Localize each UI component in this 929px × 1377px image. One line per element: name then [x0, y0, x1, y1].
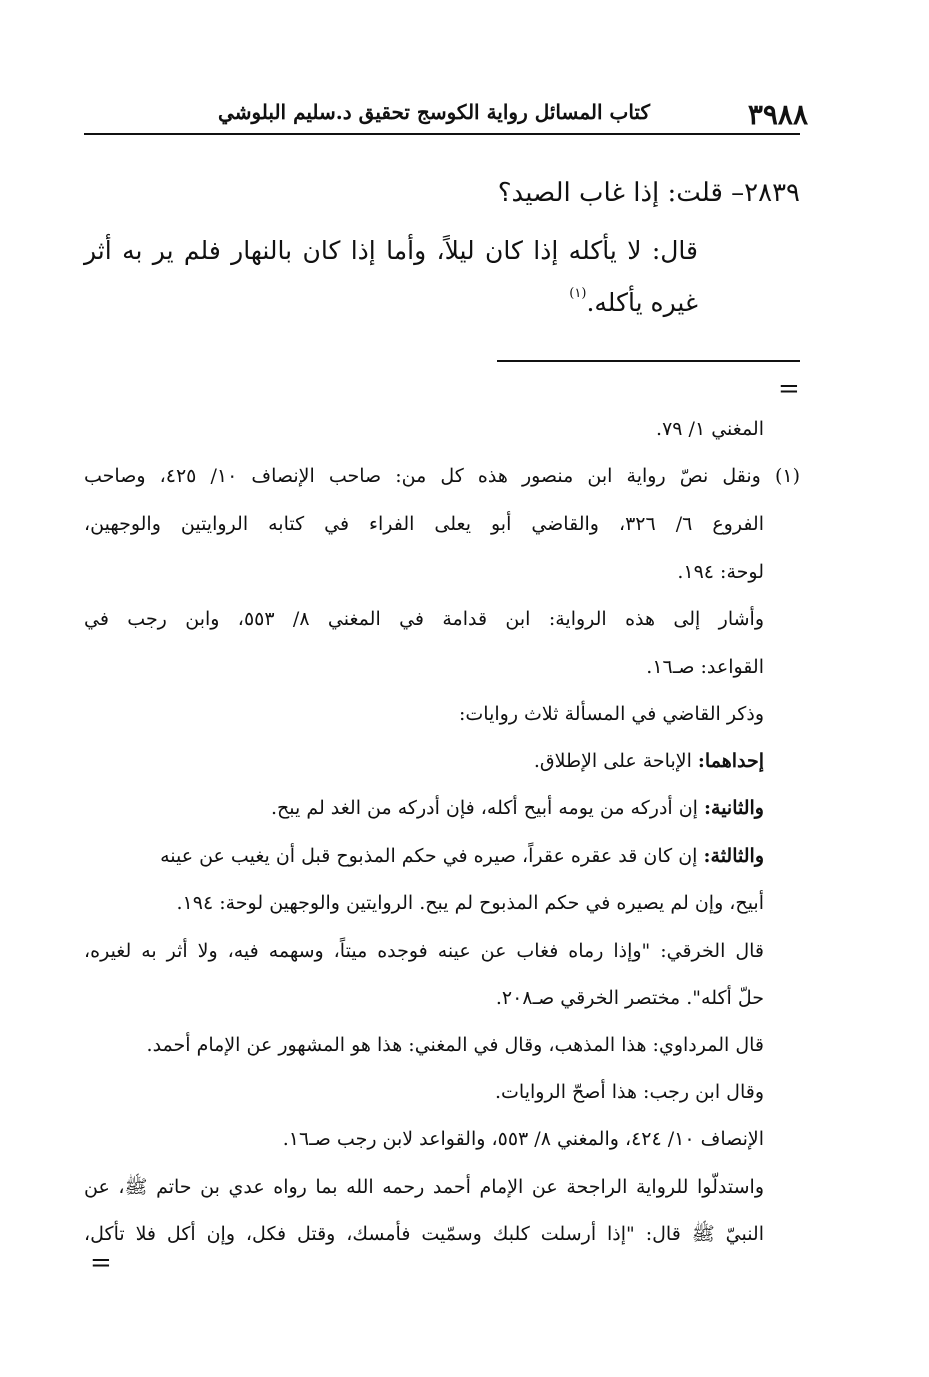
footnote-1-line-9 — [84, 845, 764, 867]
label-second: والثانية: — [704, 797, 764, 819]
footnote-1-line-3: لوحة: ١٩٤. — [677, 561, 764, 583]
footnote-1-line-17: النبيّ ﷺ قال: "إذا أرسلت كلبك وسمّيت فأمسك، وقتل فكل، وإن أكل فلا تأكل، — [84, 1223, 764, 1245]
answer-text: غيره يأكله. — [586, 288, 698, 317]
running-header-title: كتاب المسائل رواية الكوسج تحقيق د.سليم البلوشي — [218, 100, 650, 124]
answer-line-1: قال: لا يأكله إذا كان ليلاً، وأما إذا كان بالنهار فلم ير به أثر — [84, 236, 698, 265]
footnote-prev-ref: المغني ١/ ٧٩. — [656, 418, 764, 440]
label-first: إحداهما: — [697, 750, 764, 772]
footnote-1-line-14: وقال ابن رجب: هذا أصحّ الروايات. — [494, 1081, 764, 1103]
question-2839: ٢٨٣٩– قلت: إذا غاب الصيد؟ — [497, 178, 800, 208]
footnote-1-line-6: وذكر القاضي في المسألة ثلاث روايات: — [459, 703, 764, 725]
page-number: ٣٩٨٨ — [747, 98, 808, 131]
footnote-1-line-12: حلّ أكله". مختصر الخرقي صـ٢٠٨. — [495, 987, 764, 1009]
answer-line-2 — [380, 288, 698, 317]
footnote-1-line-10: أبيح، وإن لم يصيره في حكم المذبوح لم يبح. الروايتين والوجهين لوحة: ١٩٤. — [176, 892, 764, 914]
footnote-1-line-4: وأشار إلى هذه الرواية: ابن قدامة في المغني ٨/ ٥٥٣، وابن رجب في — [84, 608, 765, 630]
footnote-1-line-15: الإنصاف ١٠/ ٤٢٤، والمغني ٨/ ٥٥٣، والقواعد لابن رجب صـ١٦. — [282, 1128, 764, 1150]
first-text: الإباحة على الإطلاق. — [533, 750, 698, 772]
second-text: إن أدركه من يومه أبيح أكله، فإن أدركه من الغد لم يبح. — [270, 797, 704, 819]
third-text: إن كان قد عقره عقراً، صيره في حكم المذبوح قبل أن يغيب عن عينه — [160, 845, 704, 867]
footnote-1-line-1: (١) ونقل نصّ رواية ابن منصور هذه كل من: صاحب الإنصاف ١٠/ ٤٢٥، وصاحب — [84, 465, 800, 487]
continuation-mark-bottom: = — [90, 1248, 112, 1278]
footnote-1-line-5: القواعد: صـ١٦. — [646, 656, 764, 678]
footnote-ref-1: (١) — [569, 286, 587, 301]
footnote-1-line-16: واستدلّوا للرواية الراجحة عن الإمام أحمد رحمه الله بما رواه عدي بن حاتم ﷺ، عن — [84, 1176, 764, 1198]
header-rule — [84, 133, 800, 135]
continuation-mark-top: = — [778, 374, 800, 404]
label-third: والثالثة: — [703, 845, 764, 867]
footnote-1-line-11: قال الخرقي: "وإذا رماه فغاب عن عينه فوجده ميتاً، وسهمه فيه، ولا أثر به لغيره، — [84, 940, 764, 962]
footnote-separator — [497, 360, 800, 362]
footnote-1-line-2: الفروع ٦/ ٣٢٦، والقاضي أبو يعلى الفراء في كتابه الروايتين والوجهين، — [84, 513, 764, 535]
footnote-1-line-13: قال المرداوي: هذا المذهب، وقال في المغني: هذا هو المشهور عن الإمام أحمد. — [146, 1034, 764, 1056]
footnote-1-line-7 — [300, 750, 764, 772]
footnote-1-line-8 — [200, 797, 764, 819]
